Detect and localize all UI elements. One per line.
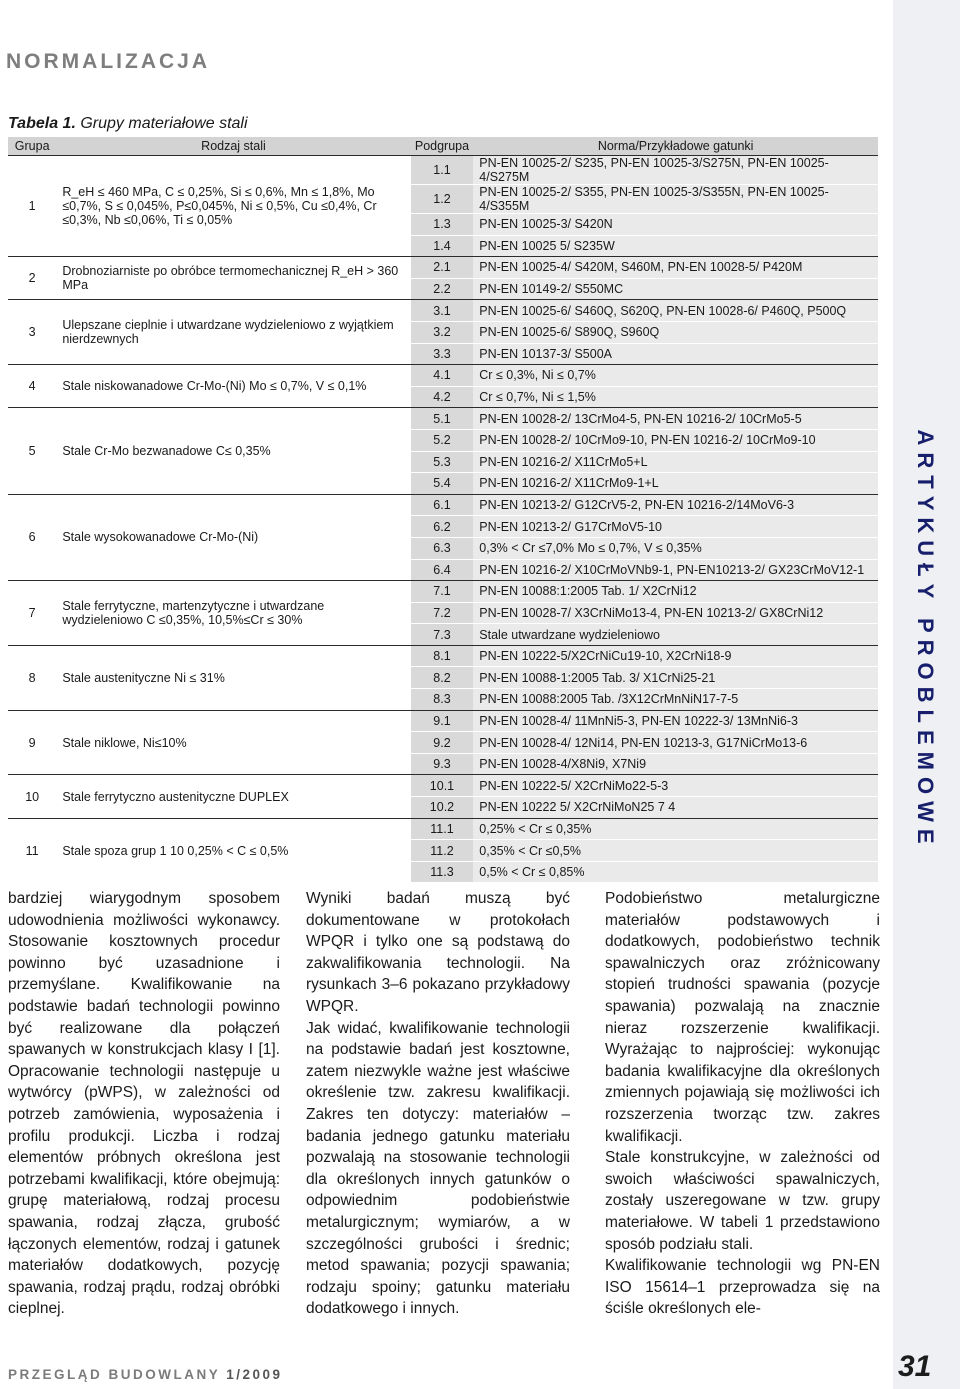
steel-kind: R_eH ≤ 460 MPa, C ≤ 0,25%, Si ≤ 0,6%, Mn ≤ 1,8%, Mo ≤0,7%, S ≤ 0,045%, P≤0,045%, Ni ≤ 0,5%, Cu ≤0,4%, Cr ≤0,3%, Nb ≤0,06%, Ti ≤ 0,05% xyxy=(56,156,410,257)
norm-grades: PN-EN 10088-1:2005 Tab. 3/ X1CrNi25-21 xyxy=(473,667,878,689)
journal-name: PRZEGLĄD BUDOWLANY xyxy=(8,1367,220,1382)
text-column-2 xyxy=(306,888,570,1320)
subgroup-number: 5.3 xyxy=(411,451,474,473)
group-number: 4 xyxy=(8,365,56,408)
subgroup-number: 5.4 xyxy=(411,473,474,495)
norm-grades: Cr ≤ 0,3%, Ni ≤ 0,7% xyxy=(473,365,878,387)
subgroup-number: 6.3 xyxy=(411,537,474,559)
subgroup-number: 1.2 xyxy=(411,185,474,214)
subgroup-number: 11.3 xyxy=(411,861,474,882)
norm-grades: Stale utwardzane wydzieleniowo xyxy=(473,624,878,646)
paragraph: Kwalifikowanie technologii wg PN-EN ISO 15614–1 przeprowadza się na ściśle określonych ele- xyxy=(605,1257,880,1318)
group-number: 8 xyxy=(8,645,56,710)
steel-kind: Stale ferrytyczno austenityczne DUPLEX xyxy=(56,775,410,818)
norm-grades: PN-EN 10088:2005 Tab. /3X12CrMnNiN17-7-5 xyxy=(473,689,878,711)
subgroup-number: 8.1 xyxy=(411,645,474,667)
page-number: 31 xyxy=(898,1350,932,1383)
subgroup-number: 11.2 xyxy=(411,840,474,862)
subgroup-number: 11.1 xyxy=(411,818,474,840)
paragraph: bardziej wiarygodnym sposobem udowodnienia możliwości wykonawcy. Stosowanie kosztownych procedur powinno być uzasadnione i przemyślane. Kwalifikowanie na podstawie badań technologii powinno być realizowane dla połączeń spawanych w konstrukcjach klasy I [1]. Opracowanie technologii następuje u wytwórcy (pWPS), w zależności od potrzeb zamówienia, wyposażenia i profilu produkcji. Liczba i rodzaj elementów próbnych określona jest potrzebami kwalifikacji, które obejmują: grupę materiałową, rodzaj procesu spawania, rodzaj złącza, grubość łączonych elementów, rodzaj i gatunek materiałów dodatkowych, pozycję spawania, rodzaj prądu, rodzaj obróbki cieplnej. xyxy=(8,890,280,1318)
table-body xyxy=(8,156,878,883)
subgroup-number: 10.2 xyxy=(411,797,474,819)
group-number: 2 xyxy=(8,257,56,300)
steel-kind: Stale wysokowanadowe Cr-Mo-(Ni) xyxy=(56,494,410,580)
subgroup-number: 9.3 xyxy=(411,753,474,775)
norm-grades: PN-EN 10028-4/ 11MnNi5-3, PN-EN 10222-3/ 13MnNi6-3 xyxy=(473,710,878,732)
norm-grades: PN-EN 10028-4/ 12Ni14, PN-EN 10213-3, G17NiCrMo13-6 xyxy=(473,732,878,754)
table-row xyxy=(8,710,878,732)
text-column-3 xyxy=(605,888,880,1320)
norm-grades: PN-EN 10213-2/ G12CrV5-2, PN-EN 10216-2/14MoV6-3 xyxy=(473,494,878,516)
group-number: 1 xyxy=(8,156,56,257)
table-row xyxy=(8,156,878,185)
norm-grades: PN-EN 10088:1:2005 Tab. 1/ X2CrNi12 xyxy=(473,581,878,603)
norm-grades: Cr ≤ 0,7%, Ni ≤ 1,5% xyxy=(473,386,878,408)
table-row xyxy=(8,257,878,279)
group-number: 11 xyxy=(8,818,56,882)
norm-grades: PN-EN 10216-2/ X10CrMoVNb9-1, PN-EN10213-2/ GX23CrMoV12-1 xyxy=(473,559,878,581)
subgroup-number: 2.2 xyxy=(411,278,474,300)
norm-grades: PN-EN 10025-3/ S420N xyxy=(473,214,878,236)
subgroup-number: 10.1 xyxy=(411,775,474,797)
steel-kind: Stale niklowe, Ni≤10% xyxy=(56,710,410,775)
subgroup-number: 5.1 xyxy=(411,408,474,430)
paragraph: Jak widać, kwalifikowanie technologii na podstawie badań jest kosztowne, zatem niezwykle ważne jest właściwe określenie tzw. zakresu kwalifikacji. Zakres ten dotyczy: materiałów – badania jednego gatunku materiału pozwalają na stosowanie technologii dla określonych innych gatunków o odpowiednim podobieństwie metalurgicznym; wymiarów, a w szczególności grubości i średnic; metod spawania; pozycji spawania; rodzaju spoiny; gatunku materiału dodatkowego i innych. xyxy=(306,1019,570,1318)
steel-kind: Stale ferrytyczne, martenzytyczne i utwardzane wydzieleniowo C ≤0,35%, 10,5%≤Cr ≤ 30% xyxy=(56,581,410,646)
norm-grades: PN-EN 10025-4/ S420M, S460M, PN-EN 10028-5/ P420M xyxy=(473,257,878,279)
issue-number: 1/2009 xyxy=(226,1367,283,1382)
norm-grades: PN-EN 10028-4/X8Ni9, X7Ni9 xyxy=(473,753,878,775)
text-column-1 xyxy=(8,888,280,1320)
table-caption-label: Tabela 1. xyxy=(8,115,76,132)
paragraph: Wyniki badań muszą być dokumentowane w protokołach WPQR i tylko one są podstawą do zakwalifikowania technologii. Na rysunkach 3–6 pokazano przykładowy WPQR. xyxy=(306,890,570,1015)
table-header-row xyxy=(8,137,878,156)
table-row xyxy=(8,300,878,322)
steel-kind: Stale austenityczne Ni ≤ 31% xyxy=(56,645,410,710)
norm-grades: PN-EN 10216-2/ X11CrMo9-1+L xyxy=(473,473,878,495)
norm-grades: PN-EN 10222-5/X2CrNiCu19-10, X2CrNi18-9 xyxy=(473,645,878,667)
norm-grades: PN-EN 10025-6/ S460Q, S620Q, PN-EN 10028-6/ P460Q, P500Q xyxy=(473,300,878,322)
table-caption-text: Grupy materiałowe stali xyxy=(80,115,248,132)
group-number: 9 xyxy=(8,710,56,775)
section-label: NORMALIZACJA xyxy=(6,50,210,73)
norm-grades: PN-EN 10025-6/ S890Q, S960Q xyxy=(473,321,878,343)
steel-kind: Stale niskowanadowe Cr-Mo-(Ni) Mo ≤ 0,7%, V ≤ 0,1% xyxy=(56,365,410,408)
table-row xyxy=(8,408,878,430)
subgroup-number: 4.1 xyxy=(411,365,474,387)
norm-grades: PN-EN 10028-2/ 13CrMo4-5, PN-EN 10216-2/ 10CrMo5-5 xyxy=(473,408,878,430)
table-row xyxy=(8,645,878,667)
norm-grades: PN-EN 10216-2/ X11CrMo5+L xyxy=(473,451,878,473)
subgroup-number: 3.3 xyxy=(411,343,474,365)
norm-grades: 0,5% < Cr ≤ 0,85% xyxy=(473,861,878,882)
subgroup-number: 9.2 xyxy=(411,732,474,754)
table-row xyxy=(8,818,878,840)
col-header-subgroup: Podgrupa xyxy=(411,137,474,156)
steel-kind: Ulepszane cieplnie i utwardzane wydzieleniowo z wyjątkiem nierdzewnych xyxy=(56,300,410,365)
norm-grades: 0,35% < Cr ≤0,5% xyxy=(473,840,878,862)
subgroup-number: 1.3 xyxy=(411,214,474,236)
table-row xyxy=(8,365,878,387)
paragraph: Stale konstrukcyjne, w zależności od swoich właściwości spawalniczych, zostały uszeregowane w tzw. grupy materiałowe. W tabeli 1 przedstawiono sposób podziału stali. xyxy=(605,1149,880,1253)
norm-grades: PN-EN 10028-2/ 10CrMo9-10, PN-EN 10216-2/ 10CrMo9-10 xyxy=(473,429,878,451)
steel-kind: Drobnoziarniste po obróbce termomechanicznej R_eH > 360 MPa xyxy=(56,257,410,300)
subgroup-number: 2.1 xyxy=(411,257,474,279)
footer-journal xyxy=(8,1367,283,1382)
subgroup-number: 6.1 xyxy=(411,494,474,516)
subgroup-number: 6.2 xyxy=(411,516,474,538)
norm-grades: PN-EN 10222-5/ X2CrNiMo22-5-3 xyxy=(473,775,878,797)
table-row xyxy=(8,775,878,797)
steel-kind: Stale spoza grup 1 10 0,25% < C ≤ 0,5% xyxy=(56,818,410,882)
norm-grades: 0,3% < Cr ≤7,0% Mo ≤ 0,7%, V ≤ 0,35% xyxy=(473,537,878,559)
col-header-group: Grupa xyxy=(8,137,56,156)
subgroup-number: 3.2 xyxy=(411,321,474,343)
paragraph: Podobieństwo metalurgiczne materiałów podstawowych i dodatkowych, podobieństwo technik spawalniczych oraz zróżnicowany stopień trudności spawania (pozycje spawania) pozwalają na znacznie nieraz rozszerzenie kwalifikacji. Wyrażając to najprościej: wykonując badania kwalifikacyjne dla określonych zmiennych pojawiają się możliwości ich rozszerzenia tworząc tzw. zakres kwalifikacji. xyxy=(605,890,880,1145)
norm-grades: PN-EN 10137-3/ S500A xyxy=(473,343,878,365)
subgroup-number: 5.2 xyxy=(411,429,474,451)
table-row xyxy=(8,494,878,516)
group-number: 3 xyxy=(8,300,56,365)
subgroup-number: 7.1 xyxy=(411,581,474,603)
subgroup-number: 7.3 xyxy=(411,624,474,646)
section-side-label: ARTYKUŁY PROBLEMOWE xyxy=(913,429,938,851)
norm-grades: PN-EN 10025-2/ S355, PN-EN 10025-3/S355N, PN-EN 10025-4/S355M xyxy=(473,185,878,214)
col-header-kind: Rodzaj stali xyxy=(56,137,410,156)
group-number: 7 xyxy=(8,581,56,646)
norm-grades: 0,25% < Cr ≤ 0,35% xyxy=(473,818,878,840)
norm-grades: PN-EN 10025-2/ S235, PN-EN 10025-3/S275N, PN-EN 10025-4/S275M xyxy=(473,156,878,185)
subgroup-number: 9.1 xyxy=(411,710,474,732)
subgroup-number: 7.2 xyxy=(411,602,474,624)
norm-grades: PN-EN 10149-2/ S550MC xyxy=(473,278,878,300)
subgroup-number: 8.2 xyxy=(411,667,474,689)
table-caption xyxy=(8,115,248,133)
steel-kind: Stale Cr-Mo bezwanadowe C≤ 0,35% xyxy=(56,408,410,494)
subgroup-number: 3.1 xyxy=(411,300,474,322)
norm-grades: PN-EN 10222 5/ X2CrNiMoN25 7 4 xyxy=(473,797,878,819)
subgroup-number: 4.2 xyxy=(411,386,474,408)
norm-grades: PN-EN 10213-2/ G17CrMoV5-10 xyxy=(473,516,878,538)
subgroup-number: 1.4 xyxy=(411,235,474,257)
group-number: 5 xyxy=(8,408,56,494)
norm-grades: PN-EN 10025 5/ S235W xyxy=(473,235,878,257)
norm-grades: PN-EN 10028-7/ X3CrNiMo13-4, PN-EN 10213-2/ GX8CrNi12 xyxy=(473,602,878,624)
subgroup-number: 6.4 xyxy=(411,559,474,581)
subgroup-number: 1.1 xyxy=(411,156,474,185)
subgroup-number: 8.3 xyxy=(411,689,474,711)
group-number: 10 xyxy=(8,775,56,818)
group-number: 6 xyxy=(8,494,56,580)
table-row xyxy=(8,581,878,603)
materials-table xyxy=(8,137,878,882)
col-header-norm: Norma/Przykładowe gatunki xyxy=(473,137,878,156)
